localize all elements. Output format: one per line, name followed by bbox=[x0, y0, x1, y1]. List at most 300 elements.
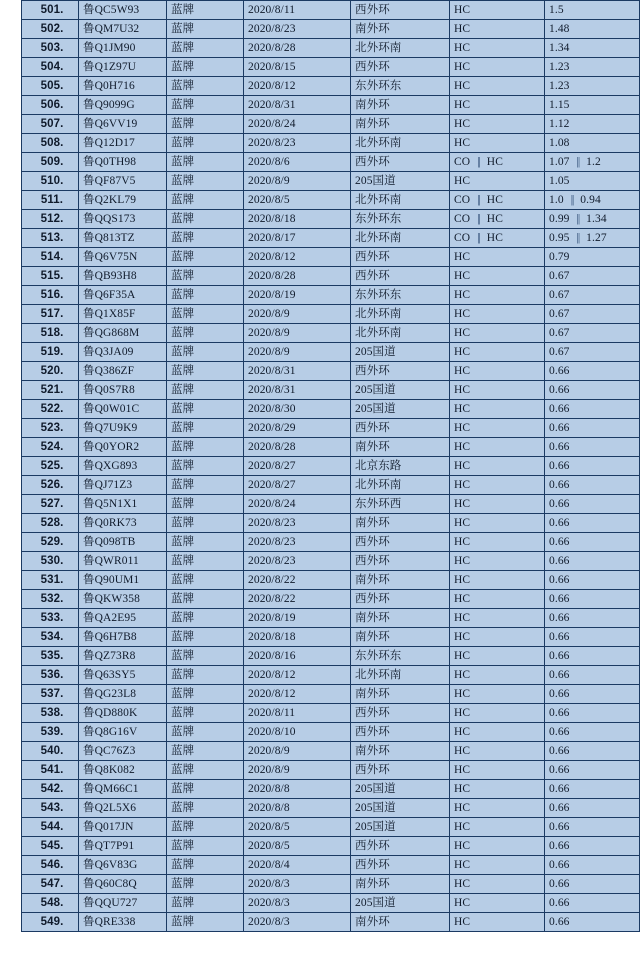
measured-value: 0.66 bbox=[545, 609, 640, 628]
violation-place: 205国道 bbox=[351, 799, 450, 818]
plate-type: 蓝牌 bbox=[167, 723, 244, 742]
violation-place: 北外环南 bbox=[351, 39, 450, 58]
table-row bbox=[22, 419, 640, 438]
pollutant-item: HC bbox=[450, 552, 545, 571]
violation-date: 2020/8/23 bbox=[244, 552, 351, 571]
plate-type: 蓝牌 bbox=[167, 153, 244, 172]
pollutant-item: HC bbox=[450, 286, 545, 305]
violation-date: 2020/8/28 bbox=[244, 438, 351, 457]
table-row bbox=[22, 305, 640, 324]
pollutant-item: HC bbox=[450, 1, 545, 20]
plate-number: 鲁QG868M bbox=[79, 324, 167, 343]
plate-number: 鲁QJ71Z3 bbox=[79, 476, 167, 495]
plate-number: 鲁Q813TZ bbox=[79, 229, 167, 248]
table-row bbox=[22, 894, 640, 913]
violation-date: 2020/8/9 bbox=[244, 305, 351, 324]
violation-date: 2020/8/15 bbox=[244, 58, 351, 77]
table-row bbox=[22, 837, 640, 856]
pollutant-item bbox=[450, 210, 545, 229]
measured-value: 0.66 bbox=[545, 856, 640, 875]
measured-value: 0.66 bbox=[545, 381, 640, 400]
row-index: 531. bbox=[22, 571, 79, 590]
row-index: 505. bbox=[22, 77, 79, 96]
plate-number: 鲁QB93H8 bbox=[79, 267, 167, 286]
table-row bbox=[22, 134, 640, 153]
pollutant-item: HC bbox=[450, 495, 545, 514]
violation-place: 东外环东 bbox=[351, 647, 450, 666]
table-row bbox=[22, 495, 640, 514]
table-row bbox=[22, 286, 640, 305]
row-index: 524. bbox=[22, 438, 79, 457]
plate-type: 蓝牌 bbox=[167, 286, 244, 305]
violation-place: 西外环 bbox=[351, 267, 450, 286]
measured-value-secondary: 1.2 bbox=[586, 156, 601, 168]
table-row bbox=[22, 818, 640, 837]
violation-place: 西外环 bbox=[351, 1, 450, 20]
row-index: 514. bbox=[22, 248, 79, 267]
table-row bbox=[22, 704, 640, 723]
row-index: 536. bbox=[22, 666, 79, 685]
pollutant-item: HC bbox=[450, 780, 545, 799]
plate-type: 蓝牌 bbox=[167, 96, 244, 115]
violation-date: 2020/8/9 bbox=[244, 324, 351, 343]
measured-value: 0.79 bbox=[545, 248, 640, 267]
measured-value: 1.5 bbox=[545, 1, 640, 20]
violation-place: 北外环南 bbox=[351, 134, 450, 153]
measured-value: 0.66 bbox=[545, 818, 640, 837]
pollutant-item: HC bbox=[450, 875, 545, 894]
violation-date: 2020/8/22 bbox=[244, 571, 351, 590]
plate-number: 鲁Q1X85F bbox=[79, 305, 167, 324]
violation-table bbox=[21, 0, 640, 932]
violation-place: 南外环 bbox=[351, 742, 450, 761]
pollutant-item-dual bbox=[454, 210, 503, 228]
measured-value: 0.66 bbox=[545, 400, 640, 419]
measured-value: 0.66 bbox=[545, 590, 640, 609]
violation-date: 2020/8/5 bbox=[244, 191, 351, 210]
pollutant-item: HC bbox=[450, 647, 545, 666]
measured-value: 0.66 bbox=[545, 457, 640, 476]
pollutant-item: HC bbox=[450, 381, 545, 400]
dual-separator: || bbox=[477, 156, 480, 168]
pollutant-item: HC bbox=[450, 134, 545, 153]
pollutant-item: HC bbox=[450, 400, 545, 419]
plate-number: 鲁QQS173 bbox=[79, 210, 167, 229]
plate-number: 鲁Q6F35A bbox=[79, 286, 167, 305]
measured-value: 0.66 bbox=[545, 837, 640, 856]
plate-number: 鲁Q2KL79 bbox=[79, 191, 167, 210]
pollutant-item: HC bbox=[450, 305, 545, 324]
pollutant-item: HC bbox=[450, 609, 545, 628]
plate-type: 蓝牌 bbox=[167, 514, 244, 533]
table-row bbox=[22, 875, 640, 894]
table-row bbox=[22, 267, 640, 286]
violation-place: 南外环 bbox=[351, 514, 450, 533]
pollutant-item: HC bbox=[450, 343, 545, 362]
plate-type: 蓝牌 bbox=[167, 267, 244, 286]
table-row bbox=[22, 685, 640, 704]
plate-type: 蓝牌 bbox=[167, 799, 244, 818]
row-index: 511. bbox=[22, 191, 79, 210]
pollutant-item-secondary: HC bbox=[486, 156, 503, 168]
pollutant-item: HC bbox=[450, 362, 545, 381]
row-index: 534. bbox=[22, 628, 79, 647]
violation-place: 南外环 bbox=[351, 438, 450, 457]
row-index: 544. bbox=[22, 818, 79, 837]
violation-date: 2020/8/12 bbox=[244, 248, 351, 267]
measured-value: 0.66 bbox=[545, 913, 640, 932]
measured-value-secondary: 1.34 bbox=[586, 213, 607, 225]
table-row bbox=[22, 799, 640, 818]
plate-type: 蓝牌 bbox=[167, 875, 244, 894]
plate-type: 蓝牌 bbox=[167, 590, 244, 609]
violation-date: 2020/8/30 bbox=[244, 400, 351, 419]
plate-number: 鲁QC76Z3 bbox=[79, 742, 167, 761]
plate-type: 蓝牌 bbox=[167, 666, 244, 685]
pollutant-item: HC bbox=[450, 704, 545, 723]
plate-number: 鲁QM66C1 bbox=[79, 780, 167, 799]
table-row bbox=[22, 571, 640, 590]
row-index: 512. bbox=[22, 210, 79, 229]
measured-value: 0.66 bbox=[545, 362, 640, 381]
plate-number: 鲁Q2L5X6 bbox=[79, 799, 167, 818]
violation-place: 南外环 bbox=[351, 628, 450, 647]
measured-value bbox=[545, 153, 640, 172]
measured-value: 0.66 bbox=[545, 742, 640, 761]
row-index: 526. bbox=[22, 476, 79, 495]
measured-value: 0.66 bbox=[545, 533, 640, 552]
pollutant-item-secondary: HC bbox=[486, 213, 503, 225]
violation-date: 2020/8/4 bbox=[244, 856, 351, 875]
pollutant-item: HC bbox=[450, 894, 545, 913]
violation-date: 2020/8/9 bbox=[244, 172, 351, 191]
plate-type: 蓝牌 bbox=[167, 457, 244, 476]
pollutant-item: HC bbox=[450, 628, 545, 647]
row-index: 532. bbox=[22, 590, 79, 609]
row-index: 548. bbox=[22, 894, 79, 913]
plate-number: 鲁Q7U9K9 bbox=[79, 419, 167, 438]
pollutant-item bbox=[450, 229, 545, 248]
plate-type: 蓝牌 bbox=[167, 552, 244, 571]
plate-number: 鲁Q0YOR2 bbox=[79, 438, 167, 457]
table-row bbox=[22, 20, 640, 39]
violation-date: 2020/8/18 bbox=[244, 628, 351, 647]
row-index: 542. bbox=[22, 780, 79, 799]
measured-value bbox=[545, 210, 640, 229]
violation-place: 西外环 bbox=[351, 761, 450, 780]
violation-date: 2020/8/16 bbox=[244, 647, 351, 666]
measured-value: 0.66 bbox=[545, 628, 640, 647]
violation-place: 西外环 bbox=[351, 419, 450, 438]
measured-value: 1.15 bbox=[545, 96, 640, 115]
plate-type: 蓝牌 bbox=[167, 533, 244, 552]
measured-value: 1.23 bbox=[545, 58, 640, 77]
violation-date: 2020/8/24 bbox=[244, 115, 351, 134]
violation-place: 西外环 bbox=[351, 856, 450, 875]
plate-type: 蓝牌 bbox=[167, 628, 244, 647]
table-row bbox=[22, 115, 640, 134]
table-row bbox=[22, 400, 640, 419]
measured-value-primary: 0.95 bbox=[549, 232, 570, 244]
row-index: 530. bbox=[22, 552, 79, 571]
violation-date: 2020/8/28 bbox=[244, 39, 351, 58]
measured-value: 1.23 bbox=[545, 77, 640, 96]
row-index: 535. bbox=[22, 647, 79, 666]
table-row bbox=[22, 96, 640, 115]
measured-value: 0.67 bbox=[545, 324, 640, 343]
violation-date: 2020/8/29 bbox=[244, 419, 351, 438]
violation-place: 205国道 bbox=[351, 780, 450, 799]
pollutant-item: HC bbox=[450, 248, 545, 267]
violation-date: 2020/8/8 bbox=[244, 780, 351, 799]
plate-type: 蓝牌 bbox=[167, 419, 244, 438]
plate-number: 鲁Q0W01C bbox=[79, 400, 167, 419]
plate-number: 鲁Q0H716 bbox=[79, 77, 167, 96]
plate-number: 鲁QT7P91 bbox=[79, 837, 167, 856]
violation-date: 2020/8/9 bbox=[244, 343, 351, 362]
plate-type: 蓝牌 bbox=[167, 191, 244, 210]
measured-value: 0.66 bbox=[545, 704, 640, 723]
pollutant-item: HC bbox=[450, 172, 545, 191]
violation-place: 北京东路 bbox=[351, 457, 450, 476]
row-index: 519. bbox=[22, 343, 79, 362]
violation-date: 2020/8/23 bbox=[244, 514, 351, 533]
row-index: 527. bbox=[22, 495, 79, 514]
violation-place: 205国道 bbox=[351, 400, 450, 419]
row-index: 541. bbox=[22, 761, 79, 780]
plate-number: 鲁Q0RK73 bbox=[79, 514, 167, 533]
row-index: 525. bbox=[22, 457, 79, 476]
plate-type: 蓝牌 bbox=[167, 210, 244, 229]
table-body bbox=[22, 1, 640, 932]
table-row bbox=[22, 210, 640, 229]
violation-place: 南外环 bbox=[351, 875, 450, 894]
measured-value: 0.66 bbox=[545, 780, 640, 799]
measured-value: 0.66 bbox=[545, 799, 640, 818]
plate-type: 蓝牌 bbox=[167, 438, 244, 457]
violation-date: 2020/8/10 bbox=[244, 723, 351, 742]
plate-number: 鲁QF87V5 bbox=[79, 172, 167, 191]
plate-number: 鲁QZ73R8 bbox=[79, 647, 167, 666]
violation-date: 2020/8/27 bbox=[244, 476, 351, 495]
table-row bbox=[22, 856, 640, 875]
row-index: 538. bbox=[22, 704, 79, 723]
table-row bbox=[22, 514, 640, 533]
row-index: 522. bbox=[22, 400, 79, 419]
pollutant-item-dual bbox=[454, 191, 503, 209]
pollutant-item: HC bbox=[450, 799, 545, 818]
violation-date: 2020/8/19 bbox=[244, 609, 351, 628]
plate-number: 鲁Q0S7R8 bbox=[79, 381, 167, 400]
row-index: 501. bbox=[22, 1, 79, 20]
pollutant-item-dual bbox=[454, 229, 503, 247]
pollutant-item: HC bbox=[450, 742, 545, 761]
table-row bbox=[22, 172, 640, 191]
violation-place: 205国道 bbox=[351, 343, 450, 362]
pollutant-item: HC bbox=[450, 666, 545, 685]
violation-place: 205国道 bbox=[351, 818, 450, 837]
dual-separator: || bbox=[576, 232, 580, 244]
plate-number: 鲁Q017JN bbox=[79, 818, 167, 837]
violation-date: 2020/8/28 bbox=[244, 267, 351, 286]
table-row bbox=[22, 58, 640, 77]
pollutant-item: HC bbox=[450, 761, 545, 780]
plate-number: 鲁Q386ZF bbox=[79, 362, 167, 381]
violation-place: 西外环 bbox=[351, 533, 450, 552]
plate-type: 蓝牌 bbox=[167, 476, 244, 495]
plate-number: 鲁QWR011 bbox=[79, 552, 167, 571]
pollutant-item: HC bbox=[450, 39, 545, 58]
plate-number: 鲁Q90UM1 bbox=[79, 571, 167, 590]
plate-number: 鲁Q1JM90 bbox=[79, 39, 167, 58]
plate-type: 蓝牌 bbox=[167, 362, 244, 381]
plate-number: 鲁QM7U32 bbox=[79, 20, 167, 39]
table-row bbox=[22, 248, 640, 267]
pollutant-item-primary: CO bbox=[454, 213, 471, 225]
pollutant-item-secondary: HC bbox=[486, 194, 503, 206]
violation-date: 2020/8/5 bbox=[244, 818, 351, 837]
dual-separator: || bbox=[477, 194, 480, 206]
plate-type: 蓝牌 bbox=[167, 495, 244, 514]
violation-date: 2020/8/22 bbox=[244, 590, 351, 609]
violation-date: 2020/8/9 bbox=[244, 742, 351, 761]
measured-value: 1.34 bbox=[545, 39, 640, 58]
plate-number: 鲁QRE338 bbox=[79, 913, 167, 932]
violation-place: 西外环 bbox=[351, 837, 450, 856]
pollutant-item: HC bbox=[450, 324, 545, 343]
row-index: 520. bbox=[22, 362, 79, 381]
plate-type: 蓝牌 bbox=[167, 229, 244, 248]
row-index: 549. bbox=[22, 913, 79, 932]
table-row bbox=[22, 723, 640, 742]
plate-number: 鲁Q5N1X1 bbox=[79, 495, 167, 514]
violation-place: 北外环南 bbox=[351, 229, 450, 248]
plate-type: 蓝牌 bbox=[167, 761, 244, 780]
plate-type: 蓝牌 bbox=[167, 647, 244, 666]
violation-date: 2020/8/23 bbox=[244, 134, 351, 153]
plate-number: 鲁Q1Z97U bbox=[79, 58, 167, 77]
row-index: 537. bbox=[22, 685, 79, 704]
row-index: 521. bbox=[22, 381, 79, 400]
plate-type: 蓝牌 bbox=[167, 609, 244, 628]
table-row bbox=[22, 780, 640, 799]
violation-date: 2020/8/23 bbox=[244, 533, 351, 552]
measured-value: 1.48 bbox=[545, 20, 640, 39]
violation-date: 2020/8/12 bbox=[244, 666, 351, 685]
pollutant-item: HC bbox=[450, 58, 545, 77]
pollutant-item: HC bbox=[450, 590, 545, 609]
violation-place: 西外环 bbox=[351, 723, 450, 742]
violation-date: 2020/8/8 bbox=[244, 799, 351, 818]
row-index: 543. bbox=[22, 799, 79, 818]
measured-value: 0.66 bbox=[545, 685, 640, 704]
plate-type: 蓝牌 bbox=[167, 571, 244, 590]
measured-value-dual bbox=[549, 191, 601, 209]
table-row bbox=[22, 647, 640, 666]
plate-number: 鲁QD880K bbox=[79, 704, 167, 723]
violation-date: 2020/8/31 bbox=[244, 96, 351, 115]
plate-type: 蓝牌 bbox=[167, 381, 244, 400]
violation-date: 2020/8/24 bbox=[244, 495, 351, 514]
violation-place: 西外环 bbox=[351, 153, 450, 172]
row-index: 506. bbox=[22, 96, 79, 115]
table-row bbox=[22, 761, 640, 780]
plate-number: 鲁QXG893 bbox=[79, 457, 167, 476]
violation-place: 西外环 bbox=[351, 704, 450, 723]
row-index: 529. bbox=[22, 533, 79, 552]
pollutant-item: HC bbox=[450, 476, 545, 495]
table-row bbox=[22, 628, 640, 647]
violation-place: 南外环 bbox=[351, 685, 450, 704]
measured-value: 0.66 bbox=[545, 761, 640, 780]
violation-date: 2020/8/23 bbox=[244, 20, 351, 39]
pollutant-item: HC bbox=[450, 77, 545, 96]
violation-place: 东外环东 bbox=[351, 210, 450, 229]
measured-value: 0.66 bbox=[545, 476, 640, 495]
measured-value-primary: 1.07 bbox=[549, 156, 570, 168]
measured-value: 0.66 bbox=[545, 571, 640, 590]
violation-place: 南外环 bbox=[351, 609, 450, 628]
row-index: 545. bbox=[22, 837, 79, 856]
violation-date: 2020/8/31 bbox=[244, 362, 351, 381]
row-index: 513. bbox=[22, 229, 79, 248]
pollutant-item: HC bbox=[450, 571, 545, 590]
measured-value: 0.66 bbox=[545, 666, 640, 685]
plate-type: 蓝牌 bbox=[167, 39, 244, 58]
violation-date: 2020/8/19 bbox=[244, 286, 351, 305]
violation-date: 2020/8/17 bbox=[244, 229, 351, 248]
measured-value bbox=[545, 229, 640, 248]
pollutant-item: HC bbox=[450, 723, 545, 742]
violation-place: 南外环 bbox=[351, 115, 450, 134]
plate-type: 蓝牌 bbox=[167, 1, 244, 20]
table-row bbox=[22, 742, 640, 761]
row-index: 509. bbox=[22, 153, 79, 172]
violation-date: 2020/8/9 bbox=[244, 761, 351, 780]
dual-separator: || bbox=[477, 213, 480, 225]
row-index: 516. bbox=[22, 286, 79, 305]
row-index: 508. bbox=[22, 134, 79, 153]
pollutant-item: HC bbox=[450, 533, 545, 552]
row-index: 515. bbox=[22, 267, 79, 286]
plate-number: 鲁Q9099G bbox=[79, 96, 167, 115]
plate-number: 鲁QC5W93 bbox=[79, 1, 167, 20]
pollutant-item-dual bbox=[454, 153, 503, 171]
measured-value-secondary: 1.27 bbox=[586, 232, 607, 244]
dual-separator: || bbox=[576, 156, 580, 168]
plate-number: 鲁Q8K082 bbox=[79, 761, 167, 780]
violation-date: 2020/8/3 bbox=[244, 913, 351, 932]
plate-type: 蓝牌 bbox=[167, 685, 244, 704]
plate-number: 鲁Q0TH98 bbox=[79, 153, 167, 172]
table-row bbox=[22, 913, 640, 932]
plate-number: 鲁Q6V83G bbox=[79, 856, 167, 875]
pollutant-item-primary: CO bbox=[454, 194, 471, 206]
dual-separator: || bbox=[576, 213, 580, 225]
table-row bbox=[22, 533, 640, 552]
row-index: 546. bbox=[22, 856, 79, 875]
measured-value: 0.66 bbox=[545, 495, 640, 514]
plate-type: 蓝牌 bbox=[167, 248, 244, 267]
table-row bbox=[22, 39, 640, 58]
measured-value bbox=[545, 191, 640, 210]
plate-type: 蓝牌 bbox=[167, 324, 244, 343]
violation-place: 南外环 bbox=[351, 571, 450, 590]
plate-number: 鲁QG23L8 bbox=[79, 685, 167, 704]
plate-number: 鲁QA2E95 bbox=[79, 609, 167, 628]
measured-value: 1.08 bbox=[545, 134, 640, 153]
violation-date: 2020/8/27 bbox=[244, 457, 351, 476]
